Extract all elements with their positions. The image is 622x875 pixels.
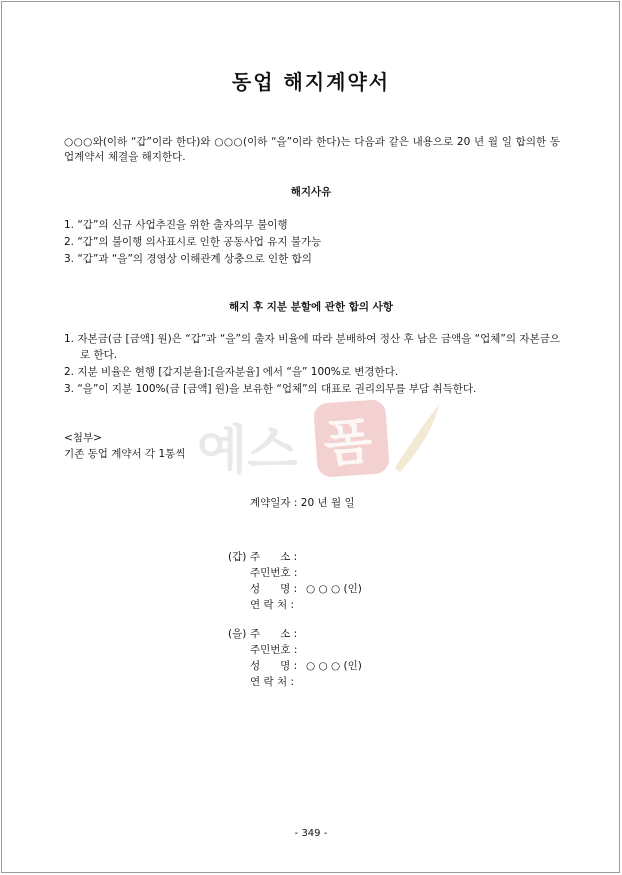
watermark-logo	[195, 398, 450, 483]
party-b-address-label: 주 소 :	[250, 628, 298, 640]
party-a-name-label: 성 명 :	[250, 583, 298, 595]
section-heading-reasons: 해지사유	[290, 186, 332, 198]
intro-paragraph: ○○○와(이하 “갑”이라 한다)와 ○○○(이하 “을”이라 한다)는 다음과 같은 내용으로 20 년 월 일 합의한 동업계약서 체결을 해지한다.	[64, 136, 560, 163]
section-heading-agreement: 해지 후 지분 분할에 관한 합의 사항	[229, 301, 393, 313]
watermark-text-badge: 폼	[321, 412, 375, 474]
agreement-item: 3. “을”이 지분 100%(금 [금액] 원)을 보유한 “업체”의 대표로 권리의무를 부담 취득한다.	[64, 383, 477, 395]
party-b-id-label: 주민번호 :	[250, 644, 298, 656]
reason-item: 1. “갑”의 신규 사업추진을 위한 출자의무 불이행	[64, 219, 288, 231]
page-number: - 349 -	[294, 828, 328, 839]
agreement-item: 1. 자본금(금 [금액] 원)은 “갑”과 “을”의 출자 비율에 따라 분배하여 정산 후 남은 금액을 “업체”의 자본금으로 한다.	[64, 333, 560, 361]
agreement-item: 2. 지분 비율은 현행 [갑지분율]:[을자분율] 에서 “을” 100%로 변경한다.	[64, 366, 399, 378]
attachment-label: <첨부>	[64, 432, 102, 444]
quill-icon	[395, 403, 440, 472]
watermark-text-left: 예스	[197, 421, 298, 481]
party-a-name-value: ○ ○ ○ (인)	[306, 583, 362, 595]
party-a-address-label: 주 소 :	[250, 551, 298, 563]
party-a-tag: (갑)	[228, 551, 247, 563]
reason-item: 3. “갑”과 “을”의 경영상 이해관계 상충으로 인한 합의	[64, 253, 312, 265]
party-b-tag: (을)	[228, 628, 247, 640]
attachment-text: 기존 동업 계약서 각 1통씩	[64, 448, 186, 460]
document-title: 동업 해지계약서	[231, 70, 391, 94]
party-b-name-value: ○ ○ ○ (인)	[306, 660, 362, 672]
contract-date: 계약일자 : 20 년 월 일	[250, 497, 355, 509]
reason-item: 2. “갑”의 불이행 의사표시로 인한 공동사업 유지 불가능	[64, 236, 322, 248]
party-b-name-label: 성 명 :	[250, 660, 298, 672]
party-a-contact-label: 연 락 처 :	[250, 599, 294, 611]
party-a-id-label: 주민번호 :	[250, 567, 298, 579]
party-b-contact-label: 연 락 처 :	[250, 676, 294, 688]
